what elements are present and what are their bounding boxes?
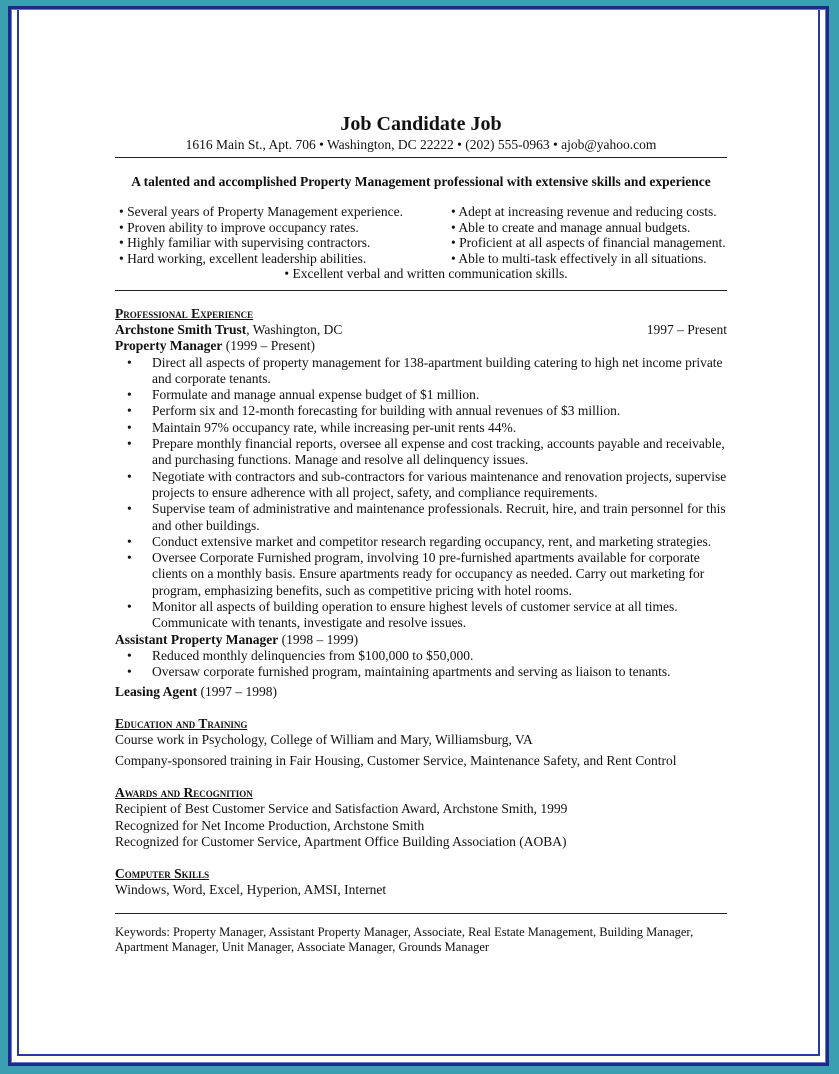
role-title: Property Manager (115, 338, 223, 354)
summary-item: • Several years of Property Management experience. (119, 204, 403, 219)
employer-name: Archstone Smith Trust (115, 322, 247, 337)
role-bullet-list (115, 355, 727, 632)
list-item: • Negotiate with contractors and sub-contractors for various maintenance and renovation projects, supervise projects to ensure adherence with all project, safety, and compliance requirements. (152, 469, 727, 502)
list-item: • Conduct extensive market and competitor research regarding occupancy, rent, and marketing strategies. (152, 534, 727, 550)
list-item: • Direct all aspects of property management for 138-apartment building catering to high net income private and corporate tenants. (152, 355, 727, 388)
page (11, 9, 826, 1063)
list-item: • Monitor all aspects of building operation to ensure highest levels of customer service at all times. Communicate with tenants, investigate and resolve issues. (152, 599, 727, 632)
role-title: Leasing Agent (115, 683, 198, 699)
header-divider (115, 157, 727, 158)
summary-item: • Proven ability to improve occupancy rates. (119, 219, 359, 235)
role-heading (115, 684, 727, 700)
list-item: • Oversaw corporate furnished program, maintaining apartments and serving as liaison to tenants. (152, 664, 727, 680)
summary-item: • Able to multi-task effectively in all situations. (451, 250, 707, 266)
section-title-experience: Professional Experience (115, 306, 254, 321)
award-line: Recognized for Net Income Production, Archstone Smith (115, 817, 425, 833)
summary-item-centered: • Excellent verbal and written communication skills. (284, 266, 568, 281)
summary-item: • Adept at increasing revenue and reducing costs. (451, 204, 717, 219)
role-heading (115, 632, 727, 648)
role-dates: (1997 – 1998) (197, 683, 278, 699)
role-dates: (1998 – 1999) (278, 631, 359, 647)
keywords-divider (115, 913, 727, 914)
section-title-education: Education and Training (115, 715, 248, 731)
keywords: Keywords: Property Manager, Assistant Property Manager, Associate, Real Estate Management, Building Manager, Apartment Manager, Unit Manager, Associate Manager, Grounds Manager (115, 924, 694, 955)
summary-item: • Proficient at all aspects of financial management. (451, 235, 726, 250)
candidate-name: Job Candidate Job (340, 113, 502, 135)
headline: A talented and accomplished Property Management professional with extensive skills and experience (131, 174, 711, 189)
section-title-computer-skills: Computer Skills (115, 866, 210, 882)
employer-line (115, 322, 727, 338)
summary-item: • Highly familiar with supervising contractors. (119, 235, 371, 250)
resume-content (115, 112, 727, 956)
role-bullet-list (115, 648, 727, 681)
education-line: Company-sponsored training in Fair Housing, Customer Service, Maintenance Safety, and Rent Control (115, 753, 677, 769)
summary-left-column (119, 204, 451, 266)
summary-right-column (451, 204, 727, 266)
role-title: Assistant Property Manager (115, 631, 279, 647)
award-line: Recipient of Best Customer Service and Satisfaction Award, Archstone Smith, 1999 (115, 801, 568, 817)
list-item: • Supervise team of administrative and maintenance professionals. Recruit, hire, and train personnel for this and other buildings. (152, 501, 727, 534)
employer-info (115, 322, 342, 338)
summary-item: • Able to create and manage annual budgets. (451, 219, 691, 235)
list-item: • Oversee Corporate Furnished program, involving 10 pre-furnished apartments available for corporate clients on a monthly basis. Ensure apartments ready for occupancy as needed. Carry out marketing for program, emphasizing benefits, such as competitive pricing with hotel rooms. (152, 550, 727, 599)
employer-dates: 1997 – Present (646, 322, 727, 337)
outer-frame (8, 6, 829, 1066)
section-title-awards: Awards and Recognition (115, 785, 253, 801)
list-item: • Formulate and manage annual expense budget of $1 million. (152, 387, 727, 403)
role-heading (115, 338, 727, 354)
employer-location: , Washington, DC (246, 322, 343, 337)
summary-columns (115, 204, 727, 266)
contact-line: 1616 Main St., Apt. 706 • Washington, DC 22222 • (202) 555-0963 • ajob@yahoo.com (185, 137, 657, 152)
summary-item: • Hard working, excellent leadership abilities. (119, 250, 367, 266)
education-line: Course work in Psychology, College of William and Mary, Williamsburg, VA (115, 731, 533, 747)
award-line: Recognized for Customer Service, Apartment Office Building Association (AOBA) (115, 834, 567, 850)
list-item: • Reduced monthly delinquencies from $100,000 to $50,000. (152, 648, 727, 664)
list-item: • Prepare monthly financial reports, oversee all expense and cost tracking, accounts payable and receivable, and purchasing functions. Manage and resolve all delinquency issues. (152, 436, 727, 469)
resume-sheet (17, 10, 820, 1056)
list-item: • Perform six and 12-month forecasting for building with annual revenues of $3 million. (152, 403, 727, 419)
computer-skills-line: Windows, Word, Excel, Hyperion, AMSI, Internet (115, 882, 387, 898)
list-item: • Maintain 97% occupancy rate, while increasing per-unit rents 44%. (152, 420, 727, 436)
role-dates: (1999 – Present) (222, 338, 315, 354)
